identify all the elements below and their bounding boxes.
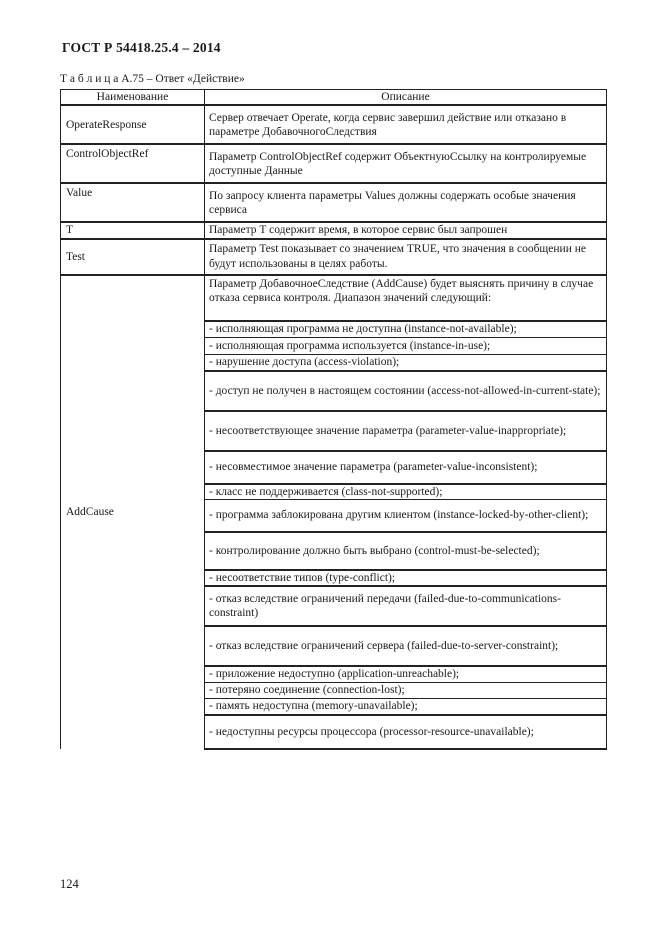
addcause-value: - несоответствие типов (type-conflict);	[205, 570, 607, 586]
addcause-value: - отказ вследствие ограничений передачи (failed-due-to-communications-constraint)	[205, 586, 607, 626]
addcause-value: - отказ вследствие ограничений сервера (failed-due-to-server-constraint);	[205, 626, 607, 666]
addcause-value: - несовместимое значение параметра (parameter-value-inconsistent);	[205, 451, 607, 484]
addcause-value: - память недоступна (memory-unavailable);	[205, 698, 607, 715]
table-row-test	[61, 239, 607, 275]
row-description: По запросу клиента параметры Values должны содержать особые значения сервиса	[205, 183, 607, 222]
row-name: Test	[61, 239, 205, 275]
page-number: 124	[60, 877, 79, 891]
addcause-value: - класс не поддерживается (class-not-supported);	[205, 484, 607, 500]
row-name: ControlObjectRef	[61, 144, 205, 183]
column-header-description: Описание	[205, 90, 607, 106]
response-table	[60, 89, 607, 750]
table-row-controlobjectref	[61, 144, 607, 183]
table-row-operateresponse	[61, 105, 607, 144]
addcause-intro: Параметр ДобавочноеСледствие (AddCause) будет выяснять причину в случае отказа сервиса контроля. Диапазон значений следующий:	[205, 275, 607, 321]
row-description: Параметр Test показывает со значением TRUE, что значения в сообщении не будут использованы в целях работы.	[205, 239, 607, 275]
addcause-value: - потеряно соединение (connection-lost);	[205, 682, 607, 698]
row-name: T	[61, 222, 205, 238]
addcause-name: AddCause	[61, 275, 205, 749]
addcause-value: - исполняющая программа не доступна (instance-not-available);	[205, 321, 607, 338]
table-header-row	[61, 90, 607, 106]
standard-title: ГОСТ Р 54418.25.4 – 2014	[62, 40, 221, 55]
addcause-value: - программа заблокирована другим клиентом (instance-locked-by-other-client);	[205, 500, 607, 532]
column-header-name: Наименование	[61, 90, 205, 106]
table-row-t	[61, 222, 607, 238]
addcause-value: - недоступны ресурсы процессора (processor-resource-unavailable);	[205, 715, 607, 749]
addcause-value: - нарушение доступа (access-violation);	[205, 355, 607, 371]
addcause-row	[61, 275, 607, 321]
addcause-value: - контролирование должно быть выбрано (control-must-be-selected);	[205, 532, 607, 570]
addcause-value: - доступ не получен в настоящем состоянии (access-not-allowed-in-current-state);	[205, 371, 607, 411]
row-description: Параметр T содержит время, в которое сервис был запрошен	[205, 222, 607, 238]
row-name: Value	[61, 183, 205, 222]
row-description: Параметр ControlObjectRef содержит ОбъектнуюСсылку на контролируемые доступные Данные	[205, 144, 607, 183]
table-row-value	[61, 183, 607, 222]
row-name: OperateResponse	[61, 105, 205, 144]
row-description: Сервер отвечает Operate, когда сервис завершил действие или отказано в параметре ДобавочногоСледствия	[205, 105, 607, 144]
table-caption: Т а б л и ц а А.75 – Ответ «Действие»	[60, 73, 245, 85]
addcause-value: - несоответствующее значение параметра (parameter-value-inappropriate);	[205, 411, 607, 451]
addcause-value: - приложение недоступно (application-unreachable);	[205, 666, 607, 682]
addcause-value: - исполняющая программа используется (instance-in-use);	[205, 338, 607, 355]
